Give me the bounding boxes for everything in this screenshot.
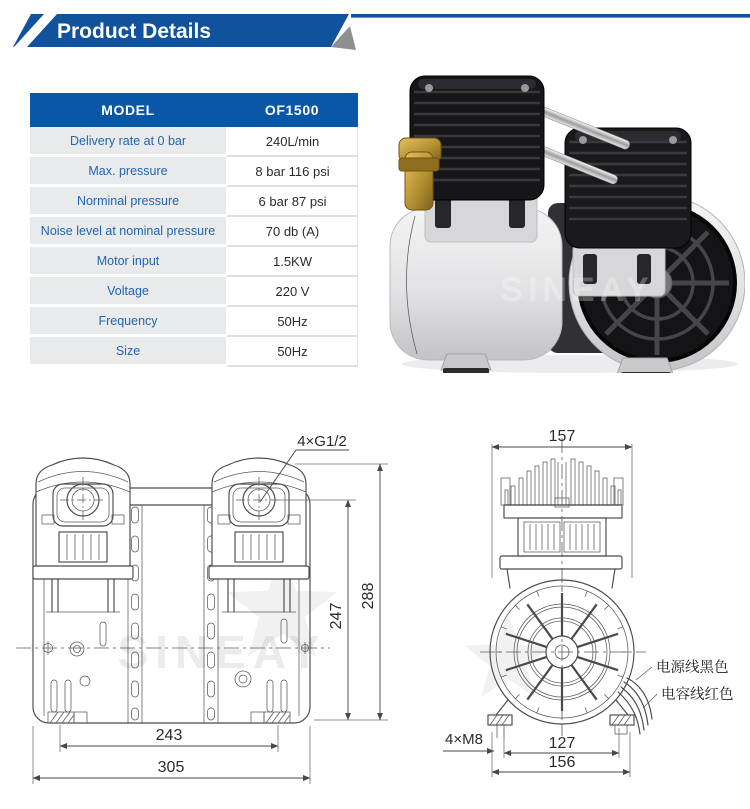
dim-247-label: 247: [328, 602, 345, 630]
spec-label: Norminal pressure: [30, 187, 226, 217]
table-row: [30, 307, 358, 337]
dim-288-label: 288: [360, 582, 377, 610]
table-row: [30, 337, 358, 367]
front-cylinder-head: [33, 458, 133, 612]
spec-col-model: MODEL: [30, 93, 226, 127]
spec-label: Max. pressure: [30, 157, 226, 187]
spec-value: 220 V: [226, 277, 358, 307]
spec-col-value: OF1500: [226, 93, 358, 127]
table-row: [30, 247, 358, 277]
wire-leader: [636, 667, 652, 680]
dim-243-label: 243: [155, 727, 183, 744]
spec-label: Motor input: [30, 247, 226, 277]
spec-value: 1.5KW: [226, 247, 358, 277]
spec-value: 8 bar 116 psi: [226, 157, 358, 187]
header-banner: [0, 0, 750, 60]
spec-label: Noise level at nominal pressure: [30, 217, 226, 247]
spec-value: 240L/min: [226, 127, 358, 157]
spec-value: 50Hz: [226, 307, 358, 337]
side-view-drawing: [400, 420, 750, 805]
front-feet: [48, 680, 290, 723]
front-view-drawing: [0, 420, 400, 805]
spec-label: Voltage: [30, 277, 226, 307]
port-thread-label: 4×G1/2: [297, 433, 347, 450]
photo-watermark: SINEAY: [500, 271, 654, 309]
spec-label: Delivery rate at 0 bar: [30, 127, 226, 157]
wire-label-power: 电源线黑色: [656, 660, 729, 676]
dim-156-label: 156: [548, 754, 576, 771]
drawing-watermark: SINEAY: [117, 626, 327, 678]
table-row: [30, 217, 358, 247]
spec-value: 50Hz: [226, 337, 358, 367]
spec-table: [30, 93, 358, 367]
table-row: [30, 157, 358, 187]
dim-305-label: 305: [157, 759, 185, 776]
page-title: Product Details: [57, 20, 212, 43]
vent-slots: [132, 507, 215, 720]
table-row: [30, 187, 358, 217]
spec-header-row: [30, 93, 358, 127]
table-row: [30, 277, 358, 307]
product-photo: [385, 58, 745, 373]
spec-label: Frequency: [30, 307, 226, 337]
dim-127-label: 127: [548, 735, 576, 752]
spec-value: 6 bar 87 psi: [226, 187, 358, 217]
spec-label: Size: [30, 337, 226, 367]
side-dimensions: [443, 428, 734, 777]
dim-157-label: 157: [548, 428, 576, 445]
side-head-block: [500, 505, 622, 588]
table-row: [30, 127, 358, 157]
banner-rule-line: [351, 14, 750, 18]
power-wires: [618, 678, 652, 734]
bolt-size-label: 4×M8: [445, 731, 483, 748]
spec-value: 70 db (A): [226, 217, 358, 247]
wire-label-capacitor: 电容线红色: [661, 687, 734, 703]
